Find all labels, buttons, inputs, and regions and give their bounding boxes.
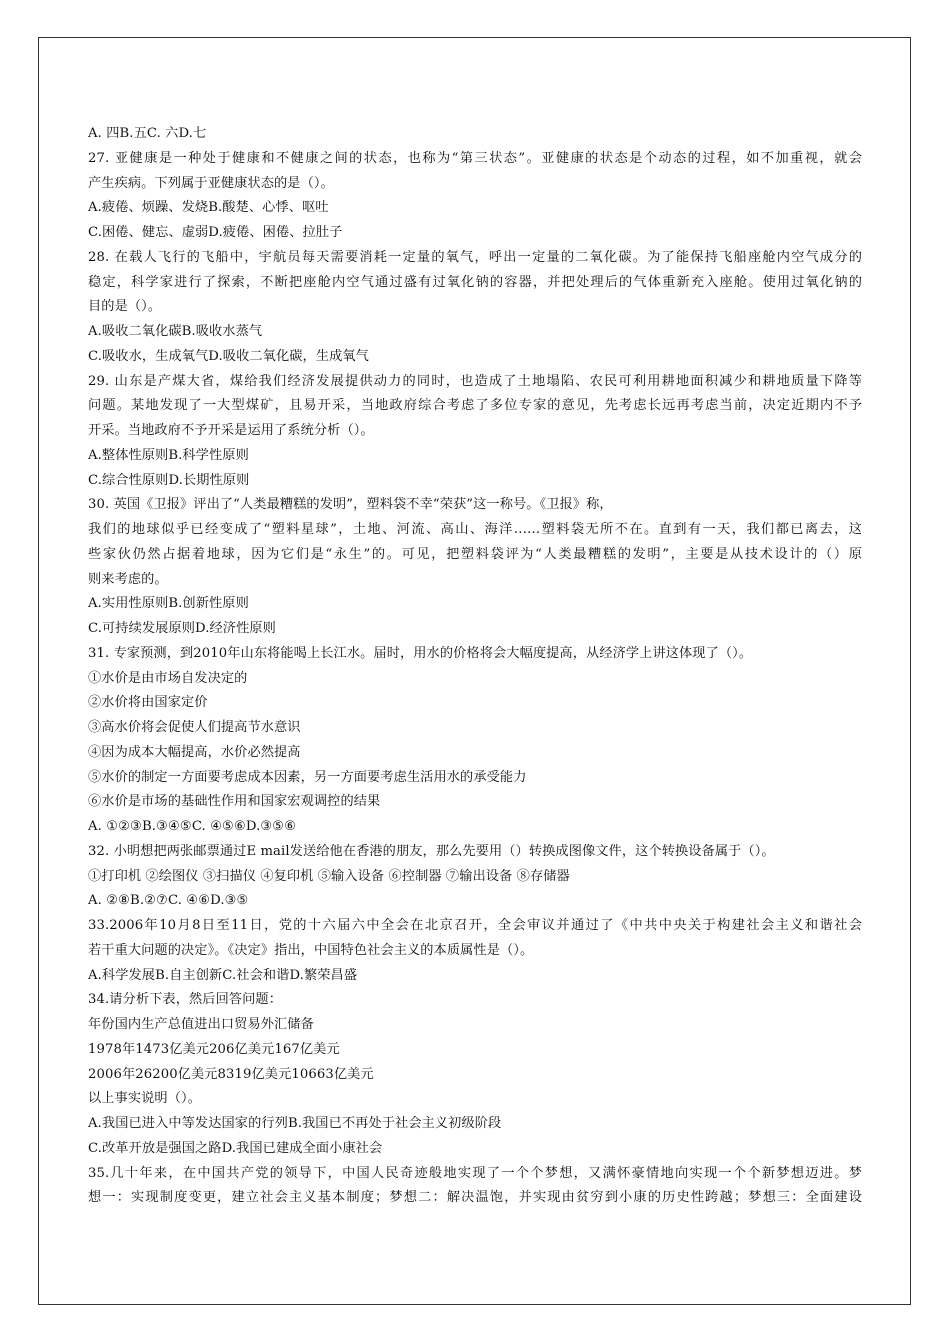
- option-line: A.我国已进入中等发达国家的行列B.我国已不再处于社会主义初级阶段: [88, 1116, 502, 1131]
- option-line: C.改革开放是强国之路D.我国已建成全面小康社会: [88, 1140, 383, 1156]
- question-27-text: 产生疾病。下列属于亚健康状态的是（）。: [88, 175, 334, 191]
- question-30-text: 些家伙仍然占据着地球，因为它们是“永生”的。可见，把塑料袋评为“人类最糟糕的发明”，主要是从技术设计的（）原: [88, 546, 862, 562]
- question-33-text: 若干重大问题的决定》。《决定》指出，中国特色社会主义的本质属性是（）。: [88, 942, 534, 958]
- question-34-text: 34.请分析下表，然后回答问题：: [88, 992, 283, 1008]
- question-30-text: 30. 英国《卫报》评出了“人类最糟糕的发明”，塑料袋不幸“荣获”这一称号。《卫报》称，: [88, 497, 613, 513]
- question-28-text: 28. 在载人飞行的飞船中，宇航员每天需要消耗一定量的氧气，呼出一定量的二氧化碳。为了能保持飞船座舱内空气成分的: [88, 249, 862, 265]
- statement-item: ②水价将由国家定价: [88, 695, 208, 711]
- question-32-text: 32. 小明想把两张邮票通过E mail发送给他在香港的朋友，那么先要用（）转换成图像文件，这个转换设备属于（）。: [88, 843, 775, 859]
- option-line: C.吸收水，生成氧气D.吸收二氧化碳，生成氧气: [88, 348, 369, 364]
- option-line: A. 四B.五C. 六D.七: [88, 126, 207, 141]
- option-line: A.科学发展B.自主创新C.社会和谐D.繁荣昌盛: [88, 967, 358, 983]
- table-row-line: 1978年1473亿美元206亿美元167亿美元: [88, 1041, 340, 1057]
- option-line: C.可持续发展原则D.经济性原则: [88, 621, 276, 636]
- statement-item: ①打印机 ②绘图仪 ③扫描仪 ④复印机 ⑤输入设备 ⑥控制器 ⑦输出设备 ⑧存储器: [88, 868, 570, 884]
- question-35-text: 想一：实现制度变更，建立社会主义基本制度；梦想二：解决温饱，并实现由贫穷到小康的历史性跨越；梦想三：全面建设: [88, 1190, 862, 1206]
- statement-item: ④因为成本大幅提高，水价必然提高: [88, 744, 301, 760]
- question-30-text: 则来考虑的。: [88, 571, 168, 587]
- question-28-text: 稳定，科学家进行了探索，不断把座舱内空气通过盛有过氧化钠的容器，并把处理后的气体重新充入座舱。使用过氧化钠的: [88, 274, 862, 290]
- option-line: C.困倦、健忘、虚弱D.疲倦、困倦、拉肚子: [88, 225, 343, 240]
- question-34-text: 以上事实说明（）。: [88, 1091, 201, 1107]
- option-line: A.吸收二氧化碳B.吸收水蒸气: [88, 324, 263, 339]
- document-body: [88, 122, 862, 1211]
- statement-item: ⑥水价是市场的基础性作用和国家宏观调控的结果: [88, 794, 381, 810]
- question-28-text: 目的是（）。: [88, 299, 162, 315]
- question-27-text: 27. 亚健康是一种处于健康和不健康之间的状态，也称为“第三状态”。亚健康的状态是个动态的过程，如不加重视，就会: [88, 150, 862, 166]
- option-line: A.整体性原则B.科学性原则: [88, 447, 249, 463]
- question-30-text: 我们的地球似乎已经变成了“塑料星球”，土地、河流、高山、海洋……塑料袋无所不在。直到有一天，我们都已离去，这: [88, 522, 862, 537]
- question-35-text: 35.几十年来，在中国共产党的领导下，中国人民奇迹般地实现了一个个梦想，又满怀豪情地向实现一个个新梦想迈进。梦: [88, 1165, 862, 1181]
- option-line: A. ②⑧B.②⑦C. ④⑥D.③⑤: [88, 893, 249, 909]
- option-line: A.实用性原则B.创新性原则: [88, 596, 249, 612]
- statement-item: ③高水价将会促使人们提高节水意识: [88, 720, 301, 735]
- statement-item: ⑤水价的制定一方面要考虑成本因素，另一方面要考虑生活用水的承受能力: [88, 769, 527, 785]
- statement-item: ①水价是由市场自发决定的: [88, 670, 248, 686]
- question-29-text: 问题。某地发现了一大型煤矿，且易开采，当地政府综合考虑了多位专家的意见，先考虑长远再考虑当前，决定近期内不予: [88, 398, 862, 414]
- option-line: C.综合性原则D.长期性原则: [88, 472, 250, 488]
- table-header-line: 年份国内生产总值进出口贸易外汇储备: [88, 1017, 314, 1032]
- question-29-text: 开采。当地政府不予开采是运用了系统分析（）。: [88, 423, 374, 438]
- question-31-text: 31. 专家预测，到2010年山东将能喝上长江水。届时，用水的价格将会大幅度提高，从经济学上讲这体现了（）。: [88, 645, 753, 661]
- table-row-line: 2006年26200亿美元8319亿美元10663亿美元: [88, 1066, 374, 1082]
- option-line: A. ①②③B.③④⑤C. ④⑤⑥D.③⑤⑥: [88, 819, 297, 834]
- question-33-text: 33.2006年10月8日至11日，党的十六届六中全会在北京召开，全会审议并通过了《中共中央关于构建社会主义和谐社会: [88, 918, 862, 933]
- question-29-text: 29. 山东是产煤大省，煤给我们经济发展提供动力的同时，也造成了土地塌陷、农民可利用耕地面积减少和耕地质量下降等: [88, 373, 862, 389]
- option-line: A.疲倦、烦躁、发烧B.酸楚、心悸、呕吐: [88, 200, 329, 216]
